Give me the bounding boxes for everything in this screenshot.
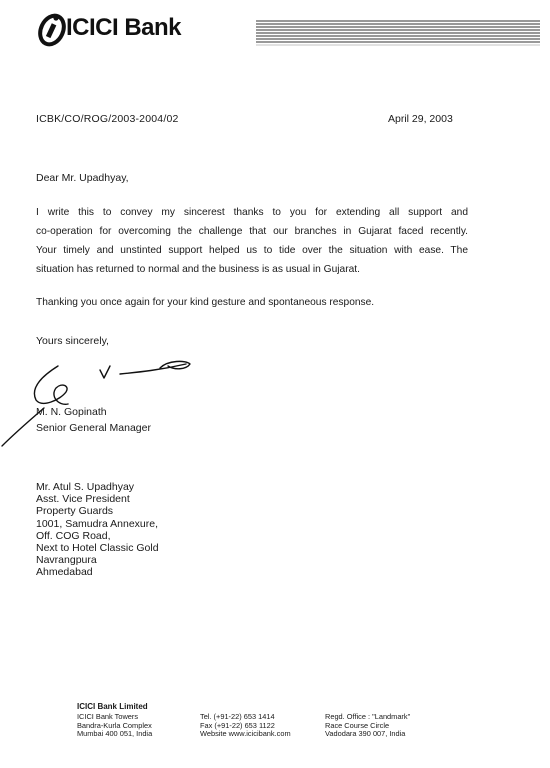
address-line: Asst. Vice President	[36, 493, 130, 506]
footer-line: Fax (+91-22) 653 1122	[200, 720, 275, 730]
brand-name: ICICI Bank	[66, 14, 182, 41]
recipient-address	[36, 481, 159, 579]
footer-line: Race Course Circle	[325, 720, 390, 730]
footer-line: Website www.icicibank.com	[200, 729, 291, 739]
address-line: 1001, Samudra Annexure,	[36, 517, 159, 530]
signer-name: M. N. Gopinath	[36, 406, 107, 418]
letter-date: April 29, 2003	[388, 113, 453, 125]
signer-title: Senior General Manager	[36, 422, 151, 434]
address-line: Mr. Atul S. Upadhyay	[36, 481, 135, 493]
salutation: Dear Mr. Upadhyay,	[36, 172, 129, 184]
footer-address-column	[77, 713, 152, 739]
footer-contact-column	[200, 713, 291, 739]
address-line: Off. COG Road,	[36, 529, 111, 542]
body-paragraph-1	[36, 203, 468, 279]
footer-line: ICICI Bank Towers	[77, 712, 139, 721]
footer-line: Bandra-Kurla Complex	[77, 720, 152, 730]
footer-line: Mumbai 400 051, India	[77, 729, 153, 739]
address-line: Ahmedabad	[36, 566, 93, 579]
body-line: co-operation for overcoming the challenge that our branches in Gujarat faced recently.	[36, 226, 468, 237]
address-line: Next to Hotel Classic Gold	[36, 542, 159, 555]
body-line: I write this to convey my sincerest thanks to you for extending all support and	[36, 207, 468, 218]
closing: Yours sincerely,	[36, 335, 109, 347]
body-paragraph-2: Thanking you once again for your kind gesture and spontaneous response.	[36, 297, 375, 308]
footer-company-name: ICICI Bank Limited	[77, 702, 148, 711]
letterhead-stripes	[256, 18, 540, 46]
body-line: Your timely and unstinted support helped us to tide over the situation with ease. The	[36, 245, 468, 256]
footer-line: Tel. (+91-22) 653 1414	[200, 712, 275, 721]
body-line: situation has returned to normal and the business is as usual in Gujarat.	[36, 264, 360, 275]
address-line: Property Guards	[36, 505, 114, 518]
handwritten-signature	[0, 348, 220, 458]
address-line: Navrangpura	[36, 554, 97, 567]
footer-line: Vadodara 390 007, India	[325, 729, 406, 739]
reference-number: ICBK/CO/ROG/2003-2004/02	[36, 113, 179, 125]
footer-line: Regd. Office : "Landmark"	[325, 712, 411, 721]
footer-registered-office-column	[325, 713, 410, 739]
